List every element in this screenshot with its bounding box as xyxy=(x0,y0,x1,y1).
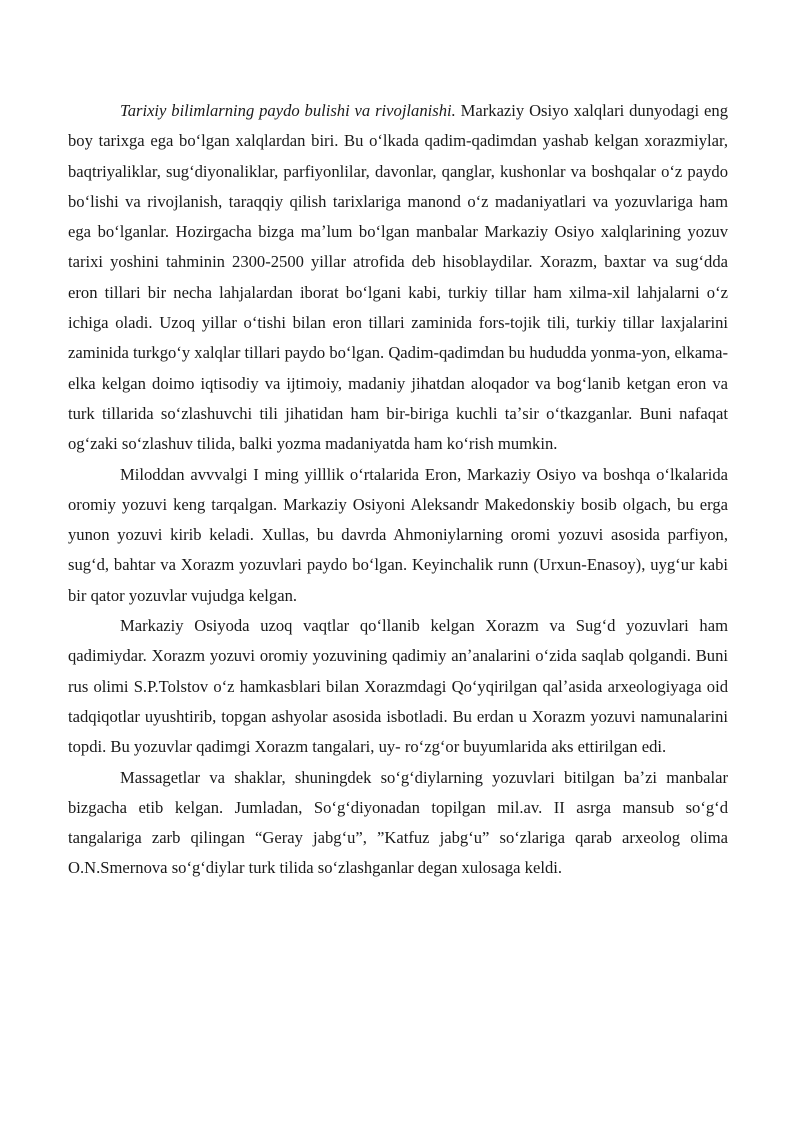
paragraph-lead-heading: Tarixiy bilimlarning paydo bulishi va rivojlanishi. xyxy=(120,101,456,120)
paragraph xyxy=(68,611,728,762)
paragraph-text: Markaziy Osiyo xalqlari dunyodagi eng boy tarixga ega boʻlgan xalqlardan biri. Bu oʻlkada qadim-qadimdan yashab kelgan xorazmiylar, baqtriyaliklar, sugʻdiyonaliklar, parfiyonlilar, davonlar, qanglar, kushonlar va boshqalar oʻz paydo boʻlishi va rivojlanish, taraqqiy qilish tarixlariga manond oʻz madaniyatlari va yozuvlariga ham ega boʻlganlar. Hozirgacha bizga maʼlum boʻlgan manbalar Markaziy Osiyo xalqlarining yozuv tarixi yoshini tahminin 2300-2500 yillar atrofida deb hisoblaydilar. Xorazm, baxtar va sugʻdda eron tillari bir necha lahjalardan iborat boʻlgani kabi, turkiy tillar ham xilma-xil lahjalarni oʻz ichiga oladi. Uzoq yillar oʻtishi bilan eron tillari zaminida fors-tojik tili, turkiy tillar laxjalarini zaminida turkgoʻy xalqlar tillari paydo boʻlgan. Qadim-qadimdan bu hududda yonma-yon, elkama-elka kelgan doimo iqtisodiy va ijtimoiy, madaniy jihatdan aloqador va bogʻlanib ketgan eron va turk tillarida soʻzlashuvchi tili jihatidan ham bir-biriga kuchli taʼsir oʻtkazganlar. Buni nafaqat ogʻzaki soʻzlashuv tilida, balki yozma madaniyatda ham koʻrish mumkin. xyxy=(68,101,728,454)
paragraph xyxy=(68,96,728,460)
paragraph xyxy=(68,763,728,884)
body-text xyxy=(68,96,728,884)
paragraph-text: Massagetlar va shaklar, shuningdek soʻgʻdiylarning yozuvlari bitilgan baʼzi manbalar bizgacha etib kelgan. Jumladan, Soʻgʻdiyonadan topilgan mil.av. II asrga mansub soʻgʻd tangalariga zarb qilingan “Geray jabgʻu”, ”Katfuz jabgʻu” soʻzlariga qarab arxeolog olima O.N.Smernova soʻgʻdiylar turk tilida soʻzlashganlar degan xulosaga keldi. xyxy=(68,767,728,878)
paragraph-text: Miloddan avvvalgi I ming yilllik oʻrtalarida Eron, Markaziy Osiyo va boshqa oʻlkalarida oromiy yozuvi keng tarqalgan. Markaziy Osiyoni Aleksandr Makedonskiy bosib olgach, bu erga yunon yozuvi kirib keladi. Xullas, bu davrda Ahmoniylarning oromi yozuvi asosida parfiyon, sugʻd, bahtar va Xorazm yozuvlari paydo boʻlgan. Keyinchalik runn (Urxun-Enasoy), uygʻur kabi bir qator yozuvlar vujudga kelgan. xyxy=(68,464,728,605)
paragraph-text: Markaziy Osiyoda uzoq vaqtlar qoʻllanib kelgan Xorazm va Sugʻd yozuvlari ham qadimiydar. Xorazm yozuvi oromiy yozuvining qadimiy anʼanalarini oʻzida saqlab qolgandi. Buni rus olimi S.P.Tolstov oʻz hamkasblari bilan Xorazmdagi Qoʻyqirilgan qalʼasida arxeologiyaga oid tadqiqotlar uyushtirib, topgan ashyolar asosida isbotladi. Bu erdan u Xorazm yozuvi namunalarini topdi. Bu yozuvlar qadimgi Xorazm tangalari, uy- roʻzgʻor buyumlarida aks ettirilgan edi. xyxy=(68,616,728,757)
paragraph xyxy=(68,460,728,611)
